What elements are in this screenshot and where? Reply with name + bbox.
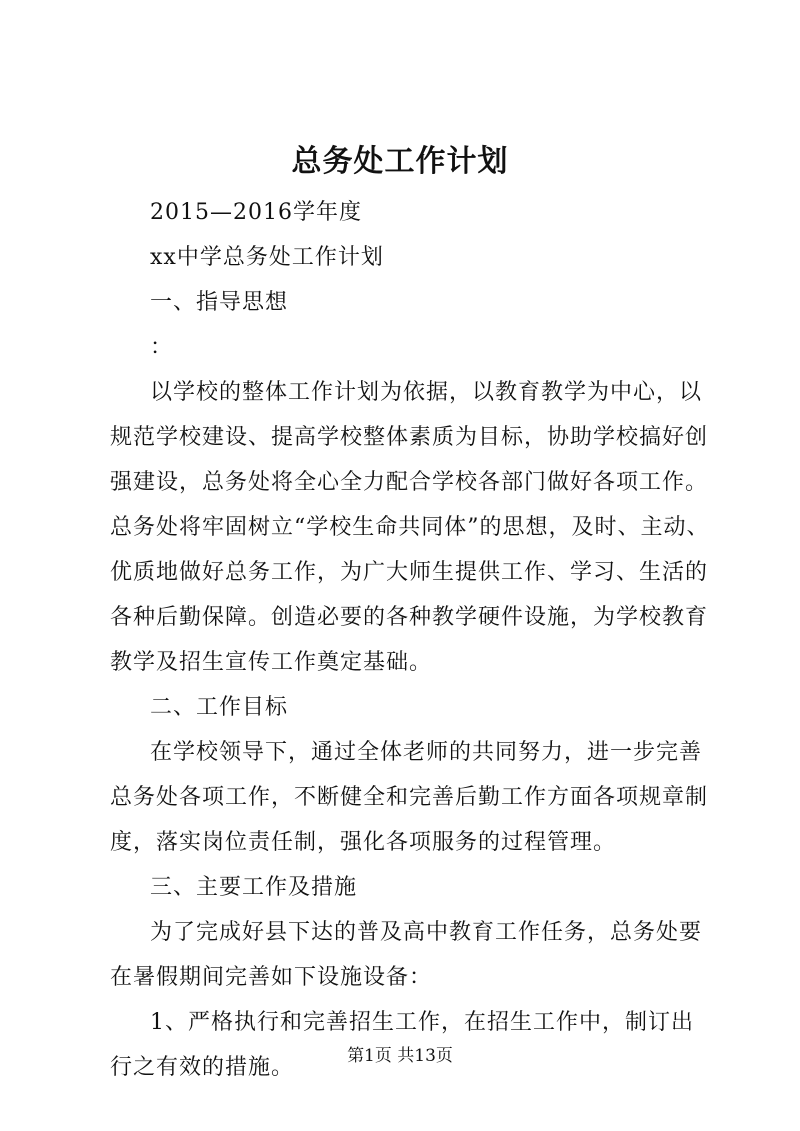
paragraph-guiding-ideology: 以学校的整体工作计划为依据，以教育教学为中心，以规范学校建设、提高学校整体素质为目标，协助学校搞好创强建设，总务处将全心全力配合学校各部门做好各项工作。总务处将牢固树立“学校生命共同体”的思想，及时、主动、优质地做好总务工作，为广大师生提供工作、学习、生活的各种后勤保障。创造必要的各种教学硬件设施，为学校教育教学及招生宣传工作奠定基础。 <box>110 380 710 675</box>
colon-line: ： <box>150 335 174 360</box>
section-heading-3: 三、主要工作及措施 <box>150 875 358 900</box>
page-footer: 第1页 共13页 <box>347 1046 453 1066</box>
section-heading-2: 二、工作目标 <box>150 695 289 720</box>
document-title: 总务处工作计划 <box>291 144 509 179</box>
subtitle: xx中学总务处工作计划 <box>150 245 384 270</box>
paragraph-work-goals: 在学校领导下，通过全体老师的共同努力，进一步完善总务处各项工作，不断健全和完善后勤工作方面各项规章制度，落实岗位责任制，强化各项服务的过程管理。 <box>110 740 709 855</box>
paragraph-item-1: 1、严格执行和完善招生工作，在招生工作中，制订出行之有效的措施。 <box>110 1010 694 1080</box>
section-heading-1: 一、指导思想 <box>150 290 289 315</box>
paragraph-main-work: 为了完成好县下达的普及高中教育工作任务，总务处要在暑假期间完善如下设施设备： <box>110 920 703 990</box>
academic-year: 2015—2016学年度 <box>150 200 362 225</box>
